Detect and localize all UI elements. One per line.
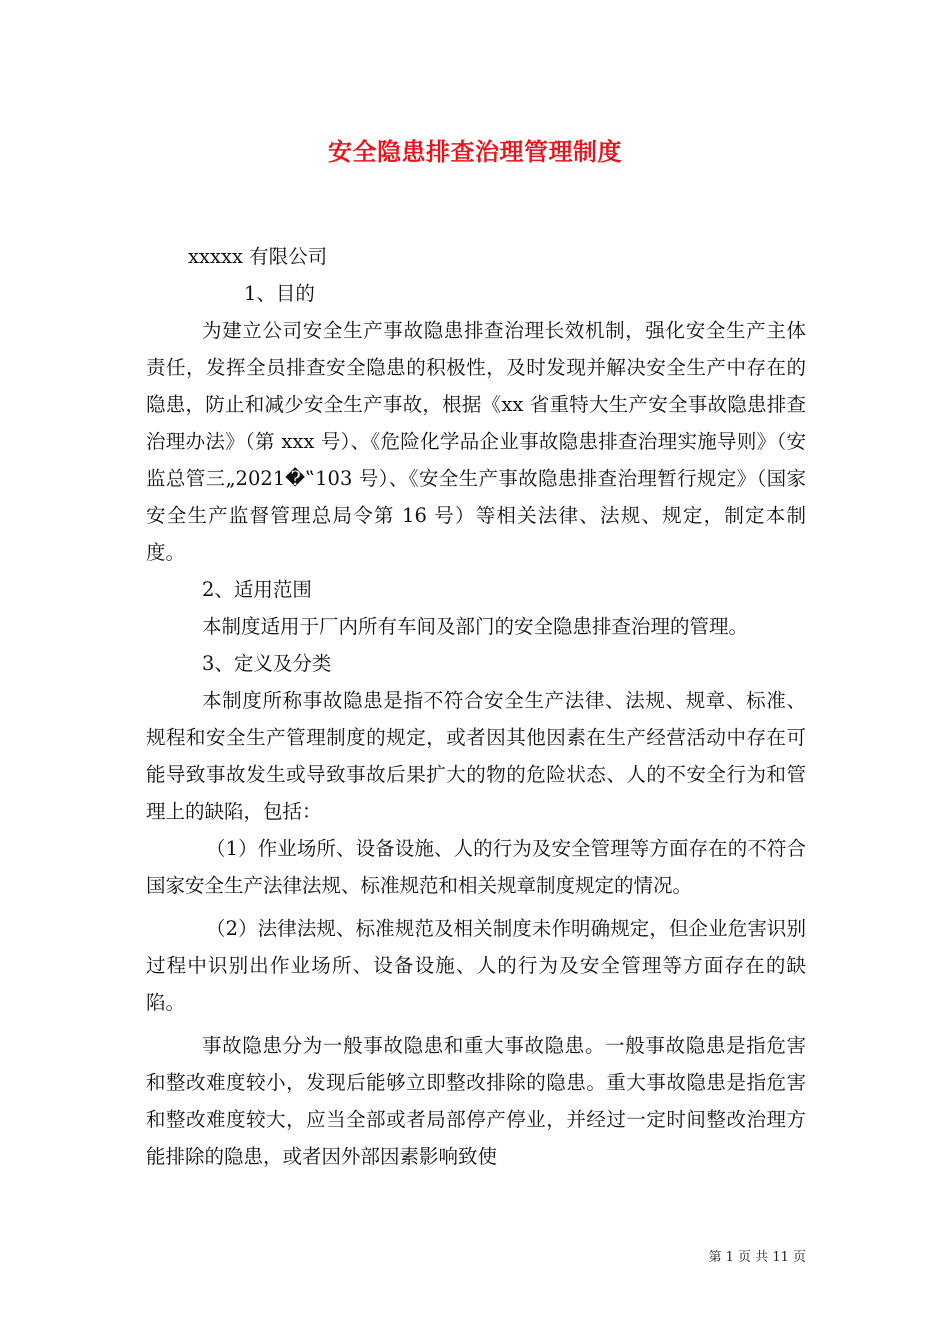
list-item-2: （2）法律法规、标准规范及相关制度未作明确规定，但企业危害识别过程中识别出作业场所、设备设施、人的行为及安全管理等方面存在的缺陷。: [146, 917, 806, 1014]
paragraph-classification: 事故隐患分为一般事故隐患和重大事故隐患。一般事故隐患是指危害和整改难度较小，发现后能够立即整改排除的隐患。重大事故隐患是指危害和整改难度较大，应当全部或者局部停产停业，并经过一定时间整改治理方能排除的隐患，或者因外部因素影响致使: [146, 1034, 806, 1168]
paragraph-scope: 本制度适用于厂内所有车间及部门的安全隐患排查治理的管理。: [202, 615, 749, 638]
paragraph-purpose: 为建立公司安全生产事故隐患排查治理长效机制，强化安全生产主体责任，发挥全员排查安全隐患的积极性，及时发现并解决安全生产中存在的隐患，防止和减少安全生产事故，根据《xx 省重特大生产安全事故隐患排查治理办法》（第 xxx 号）、《危险化学品企业事故隐患排查治理实施导则》（安监总管三„2021�‟103 号）、《安全生产事故隐患排查治理暂行规定》（国家安全生产监督管理总局令第 16 号）等相关法律、法规、规定，制定本制度。: [146, 319, 806, 564]
section-heading-definition: 3、定义及分类: [202, 652, 332, 675]
page-footer: 第 1 页 共 11 页: [708, 1250, 806, 1265]
section-heading-purpose: 1、目的: [244, 282, 315, 305]
document-body: [146, 238, 806, 1175]
list-item-1: （1）作业场所、设备设施、人的行为及安全管理等方面存在的不符合国家安全生产法律法规、标准规范和相关规章制度规定的情况。: [146, 837, 806, 897]
paragraph-definition: 本制度所称事故隐患是指不符合安全生产法律、法规、规章、标准、规程和安全生产管理制度的规定，或者因其他因素在生产经营活动中存在可能导致事故发生或导致事故后果扩大的物的危险状态、人的不安全行为和管理上的缺陷，包括：: [146, 689, 806, 823]
company-name: xxxxx 有限公司: [188, 245, 328, 268]
document-title: 安全隐患排查治理管理制度: [328, 137, 622, 166]
section-heading-scope: 2、适用范围: [202, 578, 312, 601]
